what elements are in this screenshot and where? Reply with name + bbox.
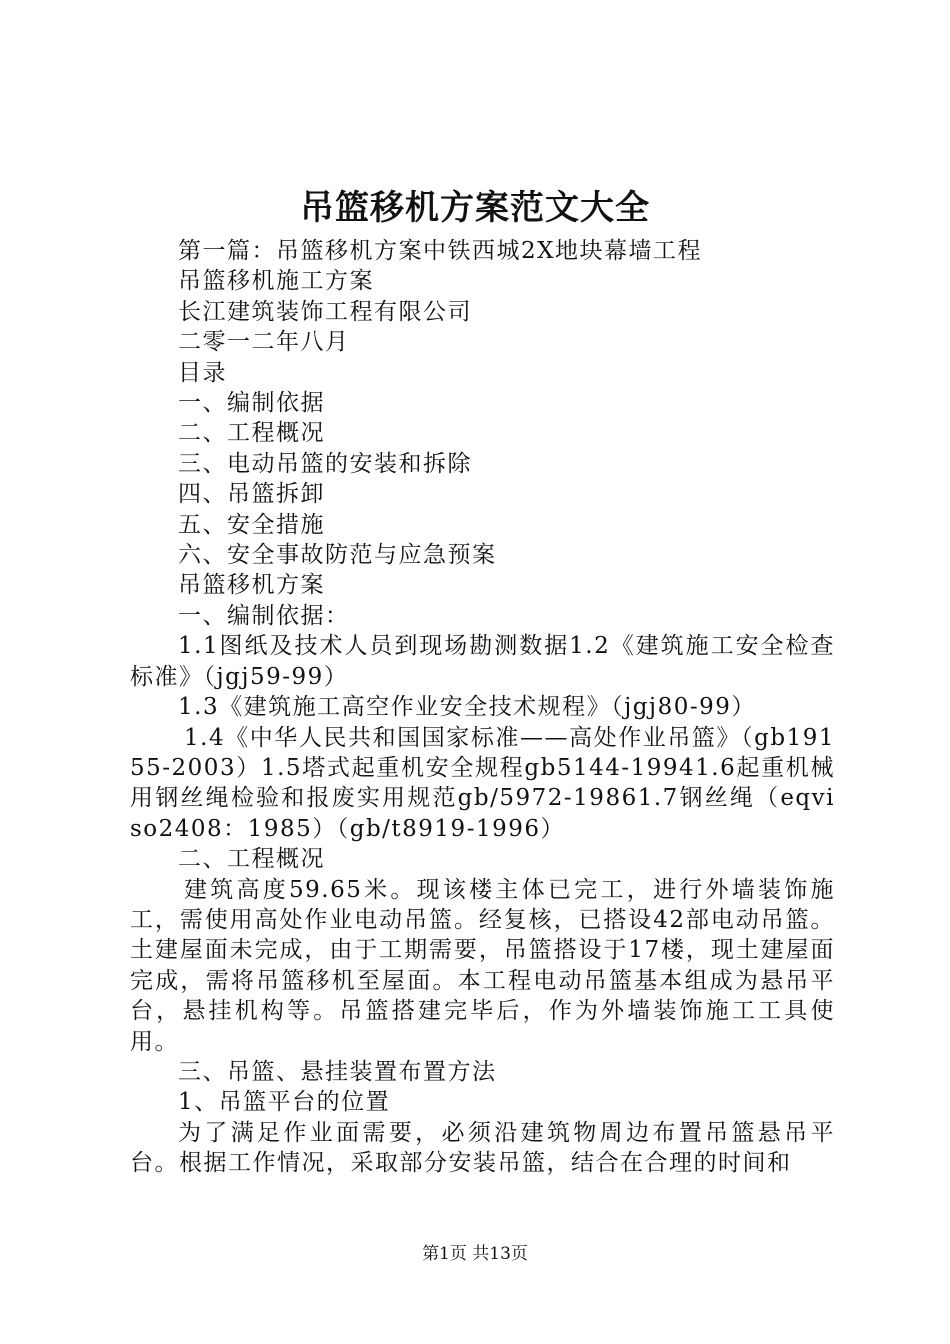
paragraph: 一、编制依据： xyxy=(178,602,350,629)
paragraph: 三、吊篮、悬挂装置布置方法 xyxy=(178,1058,497,1085)
paragraph: 一、编制依据 xyxy=(178,390,325,417)
paragraph: 六、安全事故防范与应急预案 xyxy=(178,542,497,569)
paragraph: 1、吊篮平台的位置 xyxy=(178,1089,391,1116)
paragraph: 二零一二年八月 xyxy=(178,329,350,356)
document-title: 吊篮移机方案范文大全 xyxy=(300,188,650,228)
paragraph: 三、电动吊篮的安装和拆除 xyxy=(178,450,472,477)
paragraph: 为了满足作业面需要，必须沿建筑物周边布置吊篮悬吊平台。根据工作情况，采取部分安装吊篮，结合在合理的时间和 xyxy=(130,1119,835,1177)
page-footer: 第1页 共13页 xyxy=(422,1244,528,1264)
paragraph: 吊篮移机方案 xyxy=(178,572,325,599)
paragraph: 建筑高度59.65米。现该楼主体已完工，进行外墙装饰施工，需使用高处作业电动吊篮。经复核，已搭设42部电动吊篮。土建屋面未完成，由于工期需要，吊篮搭设于17楼，现土建屋面完成，需将吊篮移机至屋面。本工程电动吊篮基本组成为悬吊平台，悬挂机构等。吊篮搭建完毕后，作为外墙装饰施工工具使用。 xyxy=(130,876,835,1055)
paragraph: 第一篇：吊篮移机方案中铁西城2X地块幕墙工程 xyxy=(178,238,703,264)
paragraph: 二、工程概况 xyxy=(178,420,325,447)
paragraph: 二、工程概况 xyxy=(178,846,325,873)
paragraph: 五、安全措施 xyxy=(178,511,325,538)
paragraph: 1.1图纸及技术人员到现场勘测数据1.2《建筑施工安全检查标准》（jgj59-99） xyxy=(130,633,835,690)
paragraph: 四、吊篮拆卸 xyxy=(178,481,325,508)
paragraph: 长江建筑装饰工程有限公司 xyxy=(178,298,472,325)
paragraph: 目录 xyxy=(178,359,227,386)
paragraph: 吊篮移机施工方案 xyxy=(178,268,374,295)
paragraph: 1.3《建筑施工高空作业安全技术规程》（jgj80-99） xyxy=(178,694,756,721)
paragraph: 1.4《中华人民共和国国家标准——高处作业吊篮》（gb19155-2003）1.5塔式起重机安全规程gb5144-19941.6起重机械用钢丝绳检验和报废实用规范gb/5972-19861.7钢丝绳（eqviso2408：1985）（gb/t8919-1996） xyxy=(130,724,835,842)
document-body xyxy=(130,236,835,1179)
